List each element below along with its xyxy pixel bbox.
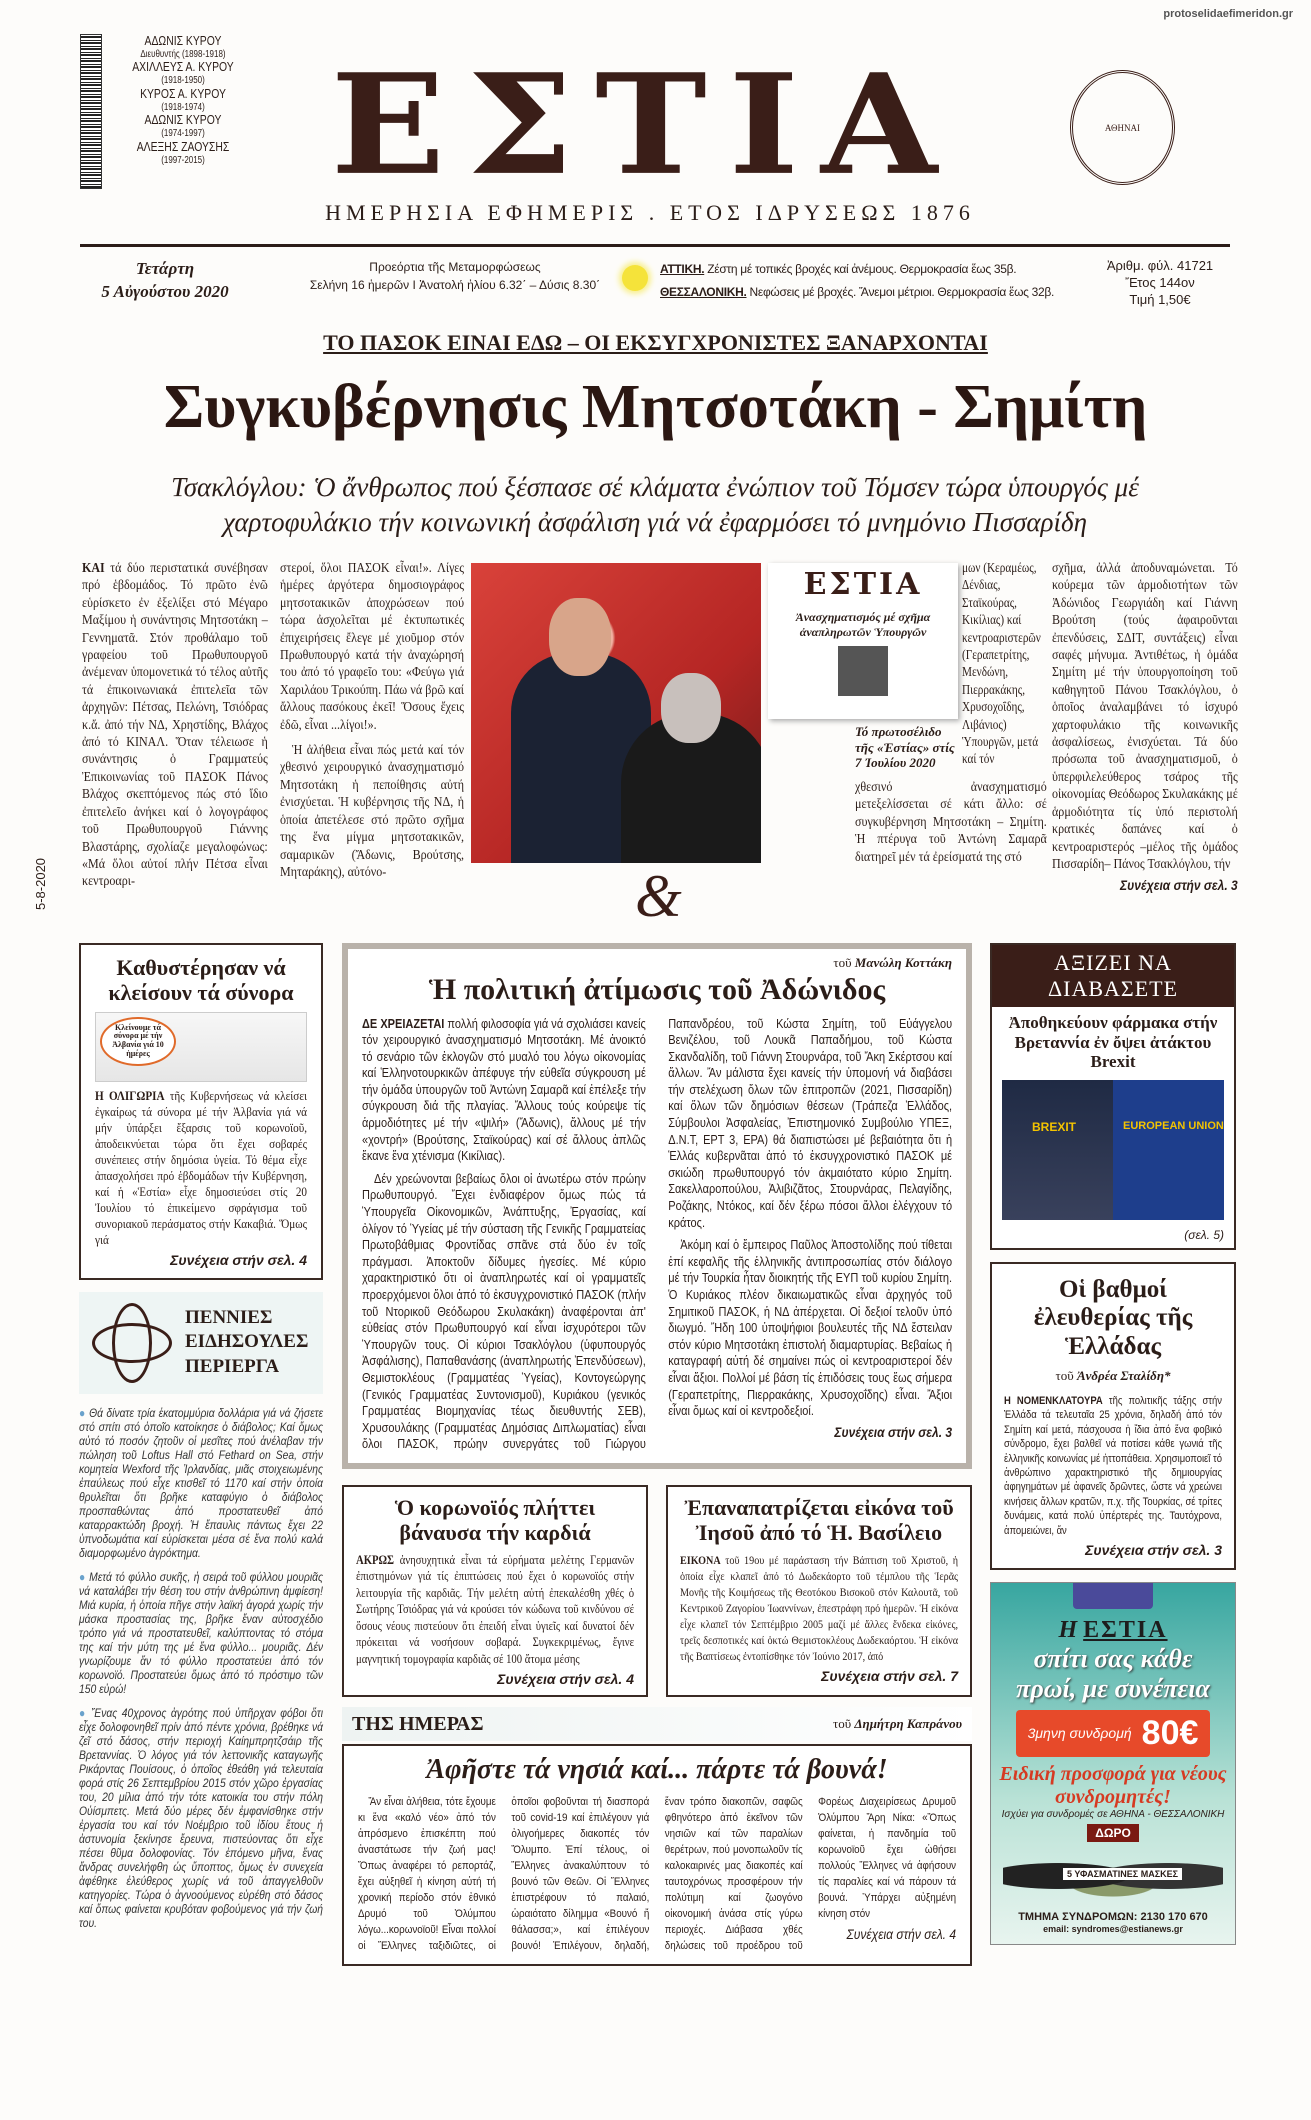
section-title: ΤΗΣ ΗΜΕΡΑΣ	[352, 1712, 484, 1735]
middle-column	[342, 943, 972, 1966]
ad-gift: ΔΩΡΟ	[1087, 1824, 1139, 1842]
founder-years: Διευθυντής (1898-1918)	[140, 48, 226, 60]
lead-text: χθεσινό ἀνασχηματισμό μετεξελίσσεται σέ κάτι ἄλλο: σέ συγκυβέρνηση Μητσοτάκη – Σημίτη. Ἡ πτέρυγα τοῦ Ἀντώνη Σαμαρᾶ διατηρεῖ μέν τά ἐρείσματά της στό	[855, 780, 1047, 865]
ad-line: σπίτι σας κάθε	[1033, 1643, 1193, 1673]
lead-text: τά δύο περιστατικά συνέβησαν πρό ἑβδομάδος. Τό πρῶτο ἐνῶ εὑρίσκετο ἐν ἐξελίξει στό Μέγαρο Μαξίμου ἡ συνάντησις Μητσοτάκη – Γεννηματᾶ. Στόν προθάλαμο τοῦ γραφείου τοῦ Πρωθυπουργοῦ ἀνέμεναν ὑπομονετικά τό τέλος αὐτῆς τά ἐπικοινωνιακά ἐπιτελεῖα τῶν ἀρχηγῶν: Πέτσας, Πελώνη, Τσιόδρας κ.ἄ. ἀπό τήν ΝΔ, Χρηστίδης, Βλάχος ἀπό τό ΚΙΝΑΛ. Ὅταν τέλειωσε ἡ συνάντησις ὁ Γραμματεύς Ἐπικοινωνίας τοῦ ΠΑΣΟΚ Πάνος Βλάχος σκεπτόμενος πώς στό ἴδιο ἐπιτελεῖο ἀνήκει καί ὁ λογογράφος τοῦ Πρωθυπουργοῦ Γιάννης Βλαστάρης, σχολίαζε μεγαλοφώνως: «Μά ὅλοι αὐτοί πλήν Πέτσα εἶναι κεντροαρι-	[82, 561, 268, 890]
lead-kicker: ΤΟ ΠΑΣΟΚ ΕΙΝΑΙ ΕΔΩ – ΟΙ ΕΚΣΥΓΧΡΟΝΙΣΤΕΣ ΞΑΝΑΡΧΟΝΤΑΙ	[323, 330, 988, 355]
ad-email: email: syndromes@estianews.gr	[1043, 1924, 1183, 1935]
ad-brand: ΕΣΤΙΑ	[1083, 1616, 1168, 1643]
lead-photo	[471, 563, 761, 863]
author: Δημήτρη Καπράνου	[854, 1716, 962, 1732]
author: Μανώλη Κοττάκη	[854, 955, 952, 970]
bullet-icon: ●	[79, 1705, 92, 1720]
clip-photo	[838, 646, 888, 696]
pennies-section	[79, 1292, 323, 1940]
ad-line: πρωί, με συνέπεια	[1016, 1673, 1210, 1703]
ampersand-ornament: &	[635, 863, 682, 929]
lead-column-1	[82, 560, 268, 891]
sign-brexit: BREXIT	[1002, 1080, 1113, 1220]
founder-years: (1997-2015)	[161, 154, 205, 166]
issue-year: Ἔτος 144ον	[1125, 274, 1195, 290]
ad-validity: Ισχύει για συνδρομές σε ΑΘΗΝΑ - ΘΕΣΣΑΛΟΝΙΚΗ	[1001, 1808, 1225, 1820]
weather-place: ΘΕΣΣΑΛΟΝΙΚΗ.	[660, 284, 747, 299]
list-item: ● Θά δίνατε τρία ἑκατομμύρια δολλάρια γιά νά ζήσετε στό σπίτι στό ὁποῖο κατοίκησε ὁ διάβολος; Καί ὅμως αὐτό τό ποσόν ζητοῦν οἱ μεσῖτες πού ἀνέλαβαν τήν πώληση τοῦ Loftus Hall στό Fethard on Sea, στήν κομητεία Wexford τῆς Ἰρλανδίας, μιᾶς στοιχειωμένης ἐπαύλεως πού εἶχε κτισθεῖ τό 1170 καί στήν ὁποία θρυλεῖται ὅτι βρῆκε καταφύγιο ὁ διάβολος προσπαθώντας ἀπό προστατευθεῖ ἀπό καταρρακτώδη βροχή. Ἡ ἔπαυλις πάντως ἔχει 22 ὑπνοδωμάτια καί εὑρίσκεται μέσα σέ ἕνα πολύ καλά διαμορφωμένο ἀγρόκτημα.	[79, 1405, 324, 1560]
opinion-body	[362, 1016, 952, 1453]
sun-icon	[622, 265, 648, 291]
list-item: ● Ἕνας 40χρονος ἀγρότης πού ὑπῆρχαν φόβοι ὅτι εἶχε δολοφονηθεῖ πρίν ἀπό πέντε χρόνια, βρέθηκε νά ζεῖ στό δάσος, στήν περιοχή Καίημπρητζσάιρ τῆς Βρεταννίας. Ὁ λόγος γιά τόν λεττονικῆς καταγωγῆς Ρικάρντας Πουίσους, ὁ ὁποῖος ἐθεάθη γιά τελευταία φορά στίς 26 Σεπτεμβρίου 2015 στόν χῶρο ἐργασίας του, 20 μίλια ἀπό τήν τότε κατοικία του στήν πόλη Οὐίσμπετς. Μετά δύο μέρες δέν ἐμφανίσθηκε στήν ἐργασία του καί τόν Νοέμβριο τοῦ ἰδίου ἔτους ἡ ἀστυνομία ξεκίνησε ἔρευνα, πιστεύοντας ὅτι εἶχε πέσει θῦμα δολοφονίας. Τόν ἑπόμενο μῆνα, ἕνας ἄνδρας συνελήφθη ὡς ὕποπτος, ὅμως ἐν συνεχεία ἀφέθηκε ἐλεύθερος χωρίς νά τοῦ ἀπαγγελθοῦν κατηγορίες. Τώρα ὁ ἀγνοούμενος εὑρέθη στό δάσος καί ὅπως φαίνεται κρυβόταν φοβούμενος γιά τήν ζωή του.	[79, 1705, 324, 1930]
brexit-headline[interactable]: Ἀποθηκεύουν φάρμακα στήν Βρεταννία ἐν ὄψει ἀτάκτου Brexit	[1008, 1013, 1218, 1072]
issue-number: Ἀριθμ. φύλ. 41721	[1106, 258, 1214, 273]
bullet-icon: ●	[79, 1405, 90, 1420]
founder-name: ΑΛΕΞΗΣ ΖΑΟΥΣΗΣ	[136, 138, 230, 154]
bullet-icon: ●	[79, 1569, 90, 1584]
founder-years: (1974-1997)	[161, 128, 205, 140]
tagline: ΗΜΕΡΗΣΙΑ ΕΦΗΜΕΡΙΣ . ΕΤΟΣ ΙΔΡΥΣΕΩΣ 1876	[325, 200, 975, 225]
lead-column-2	[280, 560, 464, 881]
opinion-text: πολλή φιλοσοφία γιά νά σχολιάσει κανείς τόν χειρουργικό ἀνασχηματισμό Μητσοτάκη. Μέ ἀνοικτό τό σενάριο τῶν ἐκλογῶν στό μυαλό του λόγω οἰκονομίας καί Ἑλληνοτουρκικῶν ἀπέφυγε τήν εὐθεῖα σύγκρουση μέ τήν ὁμάδα ὑπουργῶν τοῦ Ἀντώνη Σαμαρᾶ καί ἐπέλεξε τήν σύγκρουση διά τῆς πλαγίας. Ἄλλους τούς κούρεψε τίς ἁρμοδιότητες μέ τήν «ψιλή» (Ἄδωνις), ἄλλους μέ τήν «χοντρή» (Βρούτσης, Σταϊκούρας) καί σέ ἄλλους ἁπλῶς ἔκανε ἕνα χτένισμα (Κικίλιας).	[362, 1015, 646, 1164]
heart-headline[interactable]: Ὁ κορωνοϊός πλήττει βάναυσα τήν καρδιά	[394, 1494, 596, 1546]
lead-word: ΑΚΡΩΣ	[356, 1552, 395, 1567]
continue-link[interactable]: Συνέχεια στήν σελ. 3	[1085, 1541, 1222, 1558]
news-row	[342, 1485, 972, 1697]
continue-link[interactable]: Συνέχεια στήν σελ. 4	[846, 1926, 957, 1943]
pennies-items	[79, 1406, 323, 1930]
lead-column-4	[1052, 560, 1238, 893]
day-text: Ἄν εἶναι ἀλήθεια, τότε ἔχουμε κι ἕνα «καλό νέο» ἀπό τόν ἀπρόσμενο ἐπισκέπτη πού ἀναστάτωσε τήν ζωή μας! Ὅπως ἀναφέρει τό ρεπορτάζ, ἔχει αὐξηθεῖ ἡ κίνηση αὐτή τή χρονική περίοδο στόν ἐθνικό Δρυμό τοῦ Ὀλύμπου λόγω...κορωνοϊοῦ! Εἶναι πολλοί οἱ Ἕλληνες ταξιδιῶτες, οἱ ὁποῖοι φοβοῦνται τή διασπορά τοῦ covid-19 καί ἐπιλέγουν γιά ὀλιγοήμερες διακοπές τόν Ὄλυμπο. Ἐπί τέλους, οἱ Ἕλληνες ἀνακαλύπτουν τό βουνό τῶν Θεῶν. Οἱ Ἕλληνες ἐπιστρέφουν τό παλαιό, ὡραιότατο δίλημμα «Βουνό ἤ θάλασσα;», καί ἐπιλέγουν βουνό! Ἐπιλέγουν, δηλαδή, ἕναν τρόπο διακοπῶν, σαφῶς φθηνότερο ἀπό ἐκεῖνον τῶν νησιῶν καί τῶν παραλίων θερέτρων, πού μονοπωλοῦν τίς καλοκαιρινές μας διακοπές καί ταυτοχρόνως προσφέρουν τήν πολύτιμη καί ζωογόνο οἰκονομική ἀνάσα στίς γύρω περιοχές. Διάβασα χθές δηλώσεις τοῦ προέδρου τοῦ Φορέως Διαχειρίσεως Δρυμοῦ Ὀλύμπου Ἄρη Νίκα: «Ὅπως φαίνεται, ἡ πανδημία τοῦ κορωνοϊοῦ ἔχει ὠθήσει πολλούς Ἕλληνες νά ἀφήσουν τίς παραλίες καί νά πάρουν τά βουνά. Ὑπάρχει αὐξημένη κίνηση στόν	[358, 1796, 957, 1953]
lead-text: στεροί, ὅλοι ΠΑΣΟΚ εἶναι!». Λίγες ἡμέρες ἀργότερα δημοσιογράφος μητσοτακικῶν ἀποχρώσεων πού τώρα ἀσχολεῖται μέ ἐκτυπωτικές ἐπιχειρήσεις ἔλεγε μέ χιοῦμορ στόν Πρωθυπουργό κατά τήν ἀναχώρησή του ἀπό τό γραφεῖο του: «Φεύγω γιά Χαριλάου Τρικούπη. Πάω νά βρῶ καί ἄλλους πασόκους ἐκεῖ! Ὅσους ἔχεις ἐδῶ, εἶναι ...λίγοι!».	[280, 561, 465, 733]
continue-link[interactable]: Συνέχεια στήν σελ. 3	[834, 1423, 953, 1440]
lead-subhead: Τσακλόγλου: Ὁ ἄνθρωπος πού ξέσπασε σέ κλάματα ἐνώπιον τοῦ Τόμσεν τώρα ὑπουργός μέ χαρτοφυλάκιο τήν κοινωνική ἀσφάλιση γιά νά ἐφαρμόσει τό μνημόνιο Πισσαρίδη	[171, 472, 1139, 538]
freedom-headline[interactable]: Οἱ βαθμοί ἐλευθερίας τῆς Ἑλλάδας	[1033, 1275, 1193, 1361]
freedom-article	[990, 1262, 1236, 1570]
pennies-title: ΠΕΡΙΕΡΓΑ	[185, 1355, 280, 1377]
lead-column-3	[962, 560, 1047, 769]
clip-caption: Τό πρωτοσέλιδο τῆς «Ἑστίας» στίς 7 Ἰουλίου 2020	[855, 724, 955, 771]
brexit-photo	[1002, 1080, 1224, 1220]
price-label: 3μηνη συνδρομή	[1027, 1725, 1132, 1742]
lead-word: ΚΑΙ	[82, 561, 105, 576]
continue-link[interactable]: Συνέχεια στήν σελ. 7	[821, 1667, 958, 1684]
founder-name: ΑΧΙΛΛΕΥΣ Α. ΚΥΡΟΥ	[132, 59, 234, 75]
sun-moon: Σελήνη 16 ἡμερῶν Ι Ἀνατολή ἡλίου 6.32΄ – Δύσις 8.30΄	[309, 278, 601, 292]
weather	[660, 258, 1095, 304]
ad-offer: Ειδική προσφορά για νέους συνδρομητές!	[999, 1762, 1227, 1808]
borders-thumbnail	[95, 1012, 307, 1082]
sign-eu: EUROPEAN UNION	[1113, 1080, 1224, 1220]
lead-headline: Συγκυβέρνησις Μητσοτάκη - Σημίτη	[163, 373, 1148, 441]
price-value: 80€	[1141, 1713, 1199, 1752]
feast-info	[300, 258, 610, 294]
continue-link[interactable]: Συνέχεια στήν σελ. 4	[497, 1671, 634, 1688]
founder-years: (1918-1974)	[161, 101, 205, 113]
side-date: 5-8-2020	[33, 857, 48, 910]
opinion-headline[interactable]: Ἡ πολιτική ἀτίμωσις τοῦ Ἀδώνιδος	[428, 973, 886, 1006]
founder-years: (1918-1950)	[161, 75, 205, 87]
author: Ἀνδρέα Σταλίδη*	[1076, 1367, 1171, 1383]
books-logo	[1073, 1583, 1153, 1609]
ad-price-badge	[1016, 1710, 1211, 1757]
clip-headline: Ἀνασχηματισμός μέ σχῆμα ἀναπληρωτῶν Ὑπουργῶν	[795, 610, 931, 639]
masthead-rule	[80, 244, 1230, 247]
borders-headline[interactable]: Καθυστέρησαν νά κλείσουν τά σύνορα	[108, 955, 294, 1006]
lead-word: ΕΙΚΟΝΑ	[680, 1552, 721, 1567]
feast-day: Προεόρτια τῆς Μεταμορφώσεως	[369, 260, 541, 274]
issue-date	[95, 258, 235, 304]
day-article	[342, 1744, 972, 1966]
opinion-text: Δέν χρεώνονται βεβαίως ὅλοι οἱ ἀνωτέρω στόν πρώην Πρωθυπουργό. Ἔχει ἐνδιαφέρον ὅμως πώς τά Ὑπουργεῖα Οἰκονομικῶν, Ἀνάπτυξης, Ἐργασίας, καί ὀλίγον τό Ὑγείας μέ τήν σύσταση τῆς Γενικῆς Γραμματείας Πρωτοβάθμιας Φροντίδας σπᾶνε στά δύο ἐν τοῖς πράγμασι. Ἀποκτοῦν δίδυμες ἡγεσίες. Μέ κύριο χαρακτηριστικό ὅτι οἱ ἀναπληρωτές καί οἱ γραμματεῖς προερχόμενοι ὅλοι ἀπό τό ἐκσυγχρονιστικό ΠΑΣΟΚ (πλήν τοῦ Ντορικοῦ Θεόδωρου Σκυλακάκη) ἀναφέρονται ἀπ' εὐθείας στόν Πρωθυπουργό καί εἶναι ἰσχυρότεροι τῶν Ὑπουργῶν τους. Οἱ κύριοι Τσακλόγλου (ὑφυπουργός Ἀσφάλισης), Παπαθανάσης (ἀναπληρωτής Ἐπενδύσεων), Θεμιστοκλέους (Γραμματέας Ὑγείας), Κοντογεώργης (Γενικός Γραμματέας Συντονισμοῦ), Κυριάκου (γενικός Γραμματέας Βιομηχανίας τέως διευθυντής ΣΕΒ), Χρυσουλάκης (Γραμματέας Δημόσιας Διπλωματίας) εἶναι ὅλοι ΠΑΣΟΚ, πρώην συνεργάτες τοῦ Γιώργου Παπανδρέου, τοῦ Κώστα Σημίτη, τοῦ Εὐάγγελου Βενιζέλου, τοῦ Λουκᾶ Παπαδήμου, τοῦ Κώστα Σκανδαλίδη, τοῦ Γιάννη Στουρνάρα, τοῦ Ἄκη Σκέρτσου καί ἄλλων. Ἄν μάλιστα ἔχει κανείς τήν ὑπομονή νά διαβάσει τήν στελέχωση ὅλων τῶν ἐπιτροπῶν (2021, Πισσαρίδη) καί ὅλων τῶν δημόσιων θέσεων (Τράπεζα Ἑλλάδος, Σύμβουλοι Ἀσφαλείας, Ἐπιστημονικό Συμβούλιο ΥΠΕΞ, Δ.Ν.Τ, ΕΡΤ 3, ΕΡΑ) θά διαπιστώσει μέ βεβαιότητα ὅτι ἡ Ἑλλάς κυβερνᾶται ἀπό τό ἐκσυγχρονιστικό ΠΑΣΟΚ μέ σκιώδη πρωθυπουργό τόν ἀκμαιότατο κύριο Σημίτη. Σακελλαροπούλου, Ἀλιβιζᾶτος, Στουρνάρας, Πελαγίδης, Ροζάκης, Ντόκος, καί δέν ξέρω πόσοι ἄλλοι ἐλέγχουν τό κράτος.	[362, 1015, 953, 1452]
right-column	[990, 943, 1236, 1945]
continue-link[interactable]: Συνέχεια στήν σελ. 3	[1120, 877, 1238, 894]
page-ref[interactable]: (σελ. 5)	[1184, 1227, 1224, 1242]
masks-image	[1003, 1846, 1223, 1906]
weather-place: ΑΤΤΙΚΗ.	[660, 262, 705, 276]
day-byline: τοῦ Δημήτρη Καπράνου	[832, 1716, 962, 1732]
freedom-byline: τοῦ Ἀνδρέα Σταλίδη*	[1055, 1367, 1171, 1383]
weekday: Τετάρτη	[135, 259, 195, 278]
worth-reading-box	[990, 943, 1236, 1250]
weather-text: Νεφώσεις μέ βροχές. Ἄνεμοι μέτριοι. Θερμοκρασία ἕως 32β.	[746, 284, 1055, 299]
opinion-text: Ἀκόμη καί ὁ ἔμπειρος Παῦλος Ἀποστολίδης πού τίθεται ἐπί κεφαλῆς τῆς ἑλληνικῆς ἀντιπροσωπίας στόν διάλογο μέ τήν Τουρκία ἦταν διοικητής τῆς ΕΥΠ τοῦ κυρίου Σημίτη. Ὁ Κυριάκος πλέον δικαιωματικῶς εἶναι ἀρχηγός τοῦ Σημιτικοῦ ΠΑΣΟΚ, ἡ ΝΔ ἀπέρχεται. Οἱ δεξιοί τελοῦν ὑπό διωγμό. Ἤδη 100 ὑποψήφιοι βουλευτές τῆς ΝΔ ἔστειλαν στόν κύριο Μητσοτάκη ἐπιστολή διαμαρτυρίας. Βεβαίως ἡ καταγραφή αὐτή δέ σημαίνει πώς οἱ κεντροαριστεροί δέν εἶναι ἄξιοι. Πολλοί μέ βάση τίς ἐπιδόσεις τους ἕως σήμερα (Γεραπετρίτης, Πιερρακάκης, Χρυσοχοΐδης) εἶναι. Ἄξιοι εἶναι ὅμως καί οἱ κεντροδεξιοί.	[668, 1237, 953, 1419]
date: 5 Αὐγούστου 2020	[101, 281, 229, 301]
heart-article	[342, 1485, 648, 1697]
day-headline[interactable]: Ἀφῆστε τά νησιά καί... πάρτε τά βουνά!	[426, 1754, 888, 1786]
newspaper-title: ΕΣΤΙΑ	[330, 44, 960, 206]
ad-lead: Η	[1058, 1616, 1078, 1643]
founder-name: ΑΔΩΝΙΣ ΚΥΡΟΥ	[144, 112, 222, 128]
lead-word: ΔΕ ΧΡΕΙΑΖΕΤΑΙ	[362, 1015, 445, 1031]
day-column-header	[342, 1707, 972, 1741]
pennies-title: ΠΕΝΝΙΕΣ	[185, 1306, 273, 1328]
list-item: ● Μετά τό φύλλο συκῆς, ἡ σειρά τοῦ φύλλου μουριᾶς νά καταλάβει τήν θέση του στήν ἀνθρώπινη ἀμφίεση! Μιά κυρία, ἡ ὁποία πῆγε στήν λαϊκή ἀγορά χωρίς τήν μάσκα προστασίας της, βρῆκε ἕναν αὐτοσχέδιο τρόπο γιά νά προστατευθεῖ, καλύπτοντας τό στόμα της καί τήν μύτη της μέ ἕνα φύλλο... μουριᾶς. Δέν γνωρίζουμε ἄν τό φύλλο προστατεύει ἀπό τόν κορωνοϊό. Προστατεύει ὅμως ἀπό τό πρόστιμο τῶν 150 εὐρώ!	[79, 1569, 324, 1696]
ad-phone: ΤΜΗΜΑ ΣΥΝΔΡΟΜΩΝ: 2130 170 670	[1018, 1910, 1208, 1923]
seal-text: ΑΘΗΝΑΙ	[1104, 122, 1141, 133]
seal-logo	[1070, 70, 1175, 185]
borders-article	[79, 943, 323, 1280]
founders-list	[123, 34, 243, 166]
lead-text: Ἡ ἀλήθεια εἶναι πώς μετά καί τόν χθεσινό χειρουργικό ἀνασχηματισμό Μητσοτάκη ἡ πεποίθησις αὐτή ἐνισχύεται. Ἡ κυβέρνησις τῆς ΝΔ, ἡ ὁποία ἀπετέλεσε στό πρῶτο σχῆμα της ἕνα μίγμα μητσοτακικῶν, σαμαρικῶν (Ἄδωνις, Βρούτσης, Μηταράκης), αὐτόνο-	[280, 743, 465, 880]
opinion-byline: τοῦ Μανώλη Κοττάκη	[833, 955, 952, 970]
freedom-text: τῆς πολιτικῆς τάξης στήν Ἑλλάδα τά τελευταῖα 25 χρόνια, δηλαδή ἀπό τόν Σημίτη καί μετά, πάσχουσα ἡ ἴδια ἀπό ἕνα φοβικό σύνδρομο, ἔχει βαλθεῖ νά ποτίσει κάθε γωνιά τῆς ἑλληνικῆς κοινωνίας μέ ἡττοπάθεια. Χρησιμοποιεῖ τό ἀνθρώπινο χαρακτηριστικό τῆς δημιουργίας ἀφηγημάτων μέ ἀφανεῖς δρῶντες, ὥστε νά χρεώνει κινήσεις ἄλλων κρατῶν, π.χ. τῆς Τουρκίας, σέ τρίτες δυνάμεις, κατά πολύ ὑπέρτερές της. Ταυτόχρονα, ἀπομειώνει, ἄν	[1004, 1394, 1223, 1537]
ornament-icon	[87, 1298, 177, 1388]
front-page-clipping	[768, 563, 958, 719]
lead-word: Η ΝΟΜΕΝΚΛΑΤΟΥΡΑ	[1004, 1394, 1103, 1407]
icon-headline[interactable]: Ἐπαναπατρίζεται εἰκόνα τοῦ Ἰησοῦ ἀπό τό Ἡ. Βασίλειο	[684, 1494, 954, 1546]
continue-link[interactable]: Συνέχεια στήν σελ. 4	[170, 1251, 307, 1268]
lead-text: σχῆμα, ἀλλά ἀποδυναμώνεται. Τό κούρεμα τῶν ἁρμοδιοτήτων τῶν Ἀδώνιδος Γεωργιάδη καί Γιάννη Βρούτση (τούς ἀφαιροῦνται ἐπενδύσεις, ΣΔΙΤ, συντάξεις) εἶναι σαφές μήνυμα. Ἀντιθέτως, ἡ ὁμάδα Σημίτη μέ τήν ὑπουργοποίηση τοῦ καθηγητοῦ Πάνου Τσακλόγλου, ὁ ὁποῖος ἀναλαμβάνει τό ἰσχυρό χαρτοφυλάκιο τῆς κοινωνικῆς ἀσφαλίσεως, ἐνισχύεται. Τά δύο πρόσωπα τοῦ ἀνασχηματισμοῦ, ὁ ὑπερφιλελεύθερος τσάρος τῆς οἰκονομίας Θεόδωρος Σκυλακάκης μέ ἁρμοδιότητα τίς ὑπό περιστολή κρατικές δαπάνες καί ὁ κεντροαριστερός –μέλος τῆς ὁμάδος Πισσαρίδη– Πάνος Τσακλόγλου, τήν	[1052, 561, 1238, 872]
founder-name: ΚΥΡΟΣ Α. ΚΥΡΟΥ	[140, 85, 226, 101]
pennies-header	[79, 1292, 323, 1394]
masks-label: 5 ΥΦΑΣΜΑΤΙΝΕΣ ΜΑΣΚΕΣ	[1063, 1868, 1182, 1880]
lead-column-3b	[855, 779, 1047, 866]
heart-text: ἀνησυχητικά εἶναι τά εὑρήματα μελέτης Γερμανῶν ἐπιστημόνων γιά τίς ἐπιπτώσεις πού ἔχει ὁ κορωνοϊός στήν λειτουργία τῆς καρδιᾶς. Τήν μελέτη αὐτή ἐπεκαλέσθη χθές ὁ Σωτήρης Τσιόδρας γιά νά κρούσει τόν κώδωνα τοῦ κινδύνου σέ ὅσους νέους πιστεύουν ὅτι ἐπειδή εἶναι ὑγιεῖς καί δυνατοί δέν πρόκειται νά νοσήσουν σοβαρά. Συγκεκριμένως, ἔγινε μαγνητική τομογραφία καρδιᾶς σέ 100 ἄτομα μέσης	[356, 1552, 635, 1666]
day-body	[358, 1794, 956, 1954]
founder-name: ΑΔΩΝΙΣ ΚΥΡΟΥ	[144, 33, 222, 48]
icon-text: τοῦ 19ου μέ παράσταση τήν Βάπτιση τοῦ Χριστοῦ, ἡ ὁποία εἶχε κλαπεῖ ἀπό τό Δωδεκάορτο τοῦ τέμπλου τῆς Ἱερᾶς Μονῆς τῆς Κοιμήσεως τῆς Θεοτόκου Βισοκοῦ στόν Καλουτᾶ, τοῦ Κεντρικοῦ Ζαγορίου Ἰωαννίνων, ἐπεστράφη πρό ἡμερῶν. Ἡ εἰκόνα εἶχε κλαπεῖ τόν Σεπτέμβριο 2005 μαζί μέ ἄλλες ἕνδεκα εἰκόνες, τρεῖς δεσποτικές καί ὀκτώ Θεμιστοκλέους Δωδεκαόρτου. Ἡ εἰκόνα τῆς Βαπτίσεως ἐντοπίσθηκε τόν Ἰούνιο 2017, ἀπό	[680, 1552, 959, 1663]
icon-article	[666, 1485, 972, 1697]
barcode	[80, 34, 102, 189]
worth-reading-banner: ΑΞΙΖΕΙ ΝΑ ΔΙΑΒΑΣΕΤΕ	[992, 945, 1234, 1007]
pennies-title: ΕΙΔΗΣΟΥΛΕΣ	[185, 1331, 309, 1353]
left-column	[79, 943, 323, 1940]
clip-masthead: ΕΣΤΙΑ	[803, 567, 923, 602]
opinion-article	[342, 943, 972, 1469]
lead-word: Η ΟΛΙΓΩΡΙΑ	[95, 1087, 165, 1103]
thumb-label: Κλείνουμε τά σύνορα μέ τήν Ἀλβανία γιά 10 ἡμέρες	[100, 1017, 176, 1066]
price: Τιμή 1,50€	[1129, 291, 1191, 307]
lead-text: μων (Κεραμέως, Δένδιας, Σταϊκούρας, Κικίλιας) καί κεντροαριστερῶν (Γεραπετρίτης, Μενδώνη, Πιερρακάκης, Χρυσοχοΐδης, Λιβάνιος) Ὑπουργῶν, μετά καί τόν	[962, 561, 1041, 768]
subscription-ad[interactable]	[990, 1582, 1236, 1945]
source-watermark: protoselidaefimeridon.gr	[1163, 8, 1293, 20]
borders-text: τῆς Κυβερνήσεως νά κλείσει ἐγκαίρως τά σύνορα μέ τήν Ἀλβανία γιά νά μήν ὑπάρξει ἔξαρσις τοῦ κορωνοϊοῦ, ἀποδεικνύεται τώρα ὅτι ἔχει σοβαρές συνέπειες στήν δημόσια ὑγεία. Τό θέμα εἶχε ἀπασχολήσει πρό ἑβδομάδων τήν Κυβέρνηση, καί ἡ «Ἑστία» εἶχε δημοσιεύσει στίς 20 Ἰουλίου τό ἐπικείμενο σφράγισμα τοῦ συνοριακοῦ περάσματος στήν Κακαβιά. Ὅμως γιά	[95, 1087, 308, 1247]
issue-info	[1100, 258, 1220, 309]
weather-text: Ζέστη μέ τοπικές βροχές καί ἀνέμους. Θερμοκρασία ἕως 35β.	[704, 262, 1017, 276]
